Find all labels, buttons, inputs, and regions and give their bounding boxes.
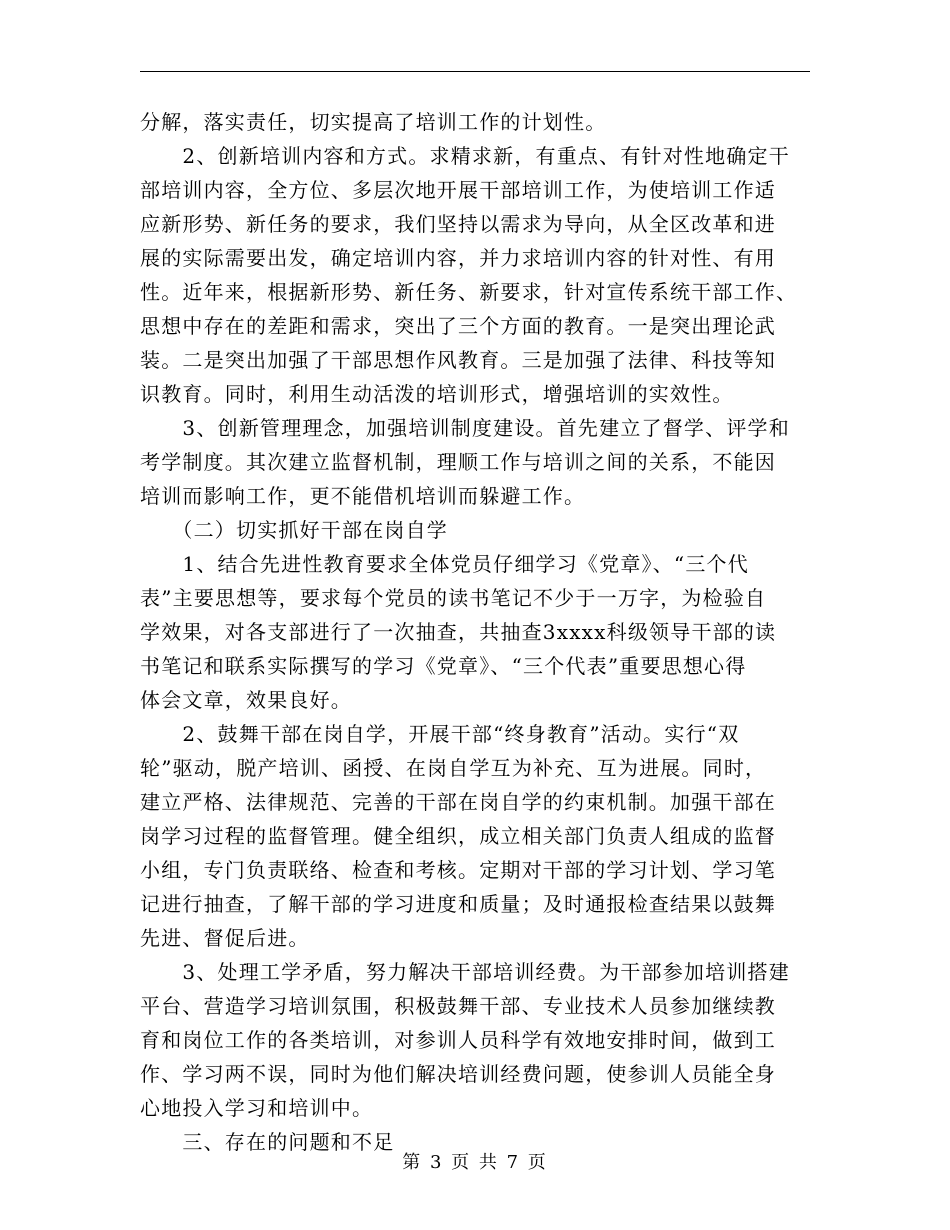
text-line: 展的实际需要出发，确定培训内容，并力求培训内容的针对性、有用 <box>140 246 776 270</box>
text-line: 先进、督促后进。 <box>140 926 310 950</box>
text-line: 2、鼓舞干部在岗自学，开展干部“终身教育”活动。实行“双 <box>140 722 740 746</box>
text-line: 3、处理工学矛盾，努力解决干部培训经费。为干部参加培训搭建 <box>140 960 790 984</box>
text-line: 学效果，对各支部进行了一次抽查，共抽查3xxxx科级领导干部的读 <box>140 620 777 644</box>
text-line: 培训而影响工作，更不能借机培训而躲避工作。 <box>140 484 586 508</box>
text-line: 考学制度。其次建立监督机制，理顺工作与培训之间的关系，不能因 <box>140 450 776 474</box>
text-line: 思想中存在的差距和需求，突出了三个方面的教育。一是突出理论武 <box>140 314 776 338</box>
document-body <box>140 105 810 1159</box>
text-line: 识教育。同时，利用生动活泼的培训形式，增强培训的实效性。 <box>140 382 734 406</box>
text-line: 部培训内容，全方位、多层次地开展干部培训工作，为使培训工作适 <box>140 178 776 202</box>
text-line: 3、创新管理理念，加强培训制度建设。首先建立了督学、评学和 <box>140 416 790 440</box>
text-line: 岗学习过程的监督管理。健全组织，成立相关部门负责人组成的监督 <box>140 824 776 848</box>
section-heading: 三、存在的问题和不足 <box>140 1130 395 1154</box>
text-line: 心地投入学习和培训中。 <box>140 1096 374 1120</box>
text-line: 1、结合先进性教育要求全体党员仔细学习《党章》、“三个代 <box>140 552 749 576</box>
text-line: 应新形势、新任务的要求，我们坚持以需求为导向，从全区改革和进 <box>140 212 776 236</box>
text-line: 记进行抽查，了解干部的学习进度和质量；及时通报检查结果以鼓舞 <box>140 892 776 916</box>
text-line: 轮”驱动，脱产培训、函授、在岗自学互为补充、互为进展。同时， <box>140 756 767 780</box>
text-line: 分解，落实责任，切实提高了培训工作的计划性。 <box>140 110 607 134</box>
text-line: 装。二是突出加强了干部思想作风教育。三是加强了法律、科技等知 <box>140 348 776 372</box>
text-line: 表”主要思想等，要求每个党员的读书笔记不少于一万字，为检验自 <box>140 586 767 610</box>
text-line: 作、学习两不误，同时为他们解决培训经费问题，使参训人员能全身 <box>140 1062 776 1086</box>
text-line: 小组，专门负责联络、检查和考核。定期对干部的学习计划、学习笔 <box>140 858 776 882</box>
text-line: 建立严格、法律规范、完善的干部在岗自学的约束机制。加强干部在 <box>140 790 776 814</box>
text-line: 书笔记和联系实际撰写的学习《党章》、“三个代表”重要思想心得 <box>140 654 747 678</box>
text-line: 体会文章，效果良好。 <box>140 688 352 712</box>
text-line: 性。近年来，根据新形势、新任务、新要求，针对宣传系统干部工作、 <box>140 280 798 304</box>
text-line: 平台、营造学习培训氛围，积极鼓舞干部、专业技术人员参加继续教 <box>140 994 776 1018</box>
header-rule <box>140 71 810 72</box>
text-line: 2、创新培训内容和方式。求精求新，有重点、有针对性地确定干 <box>140 144 790 168</box>
section-heading: （二）切实抓好干部在岗自学 <box>140 518 448 542</box>
text-line: 育和岗位工作的各类培训，对参训人员科学有效地安排时间，做到工 <box>140 1028 776 1052</box>
page-number: 第 3 页 共 7 页 <box>402 1152 548 1173</box>
